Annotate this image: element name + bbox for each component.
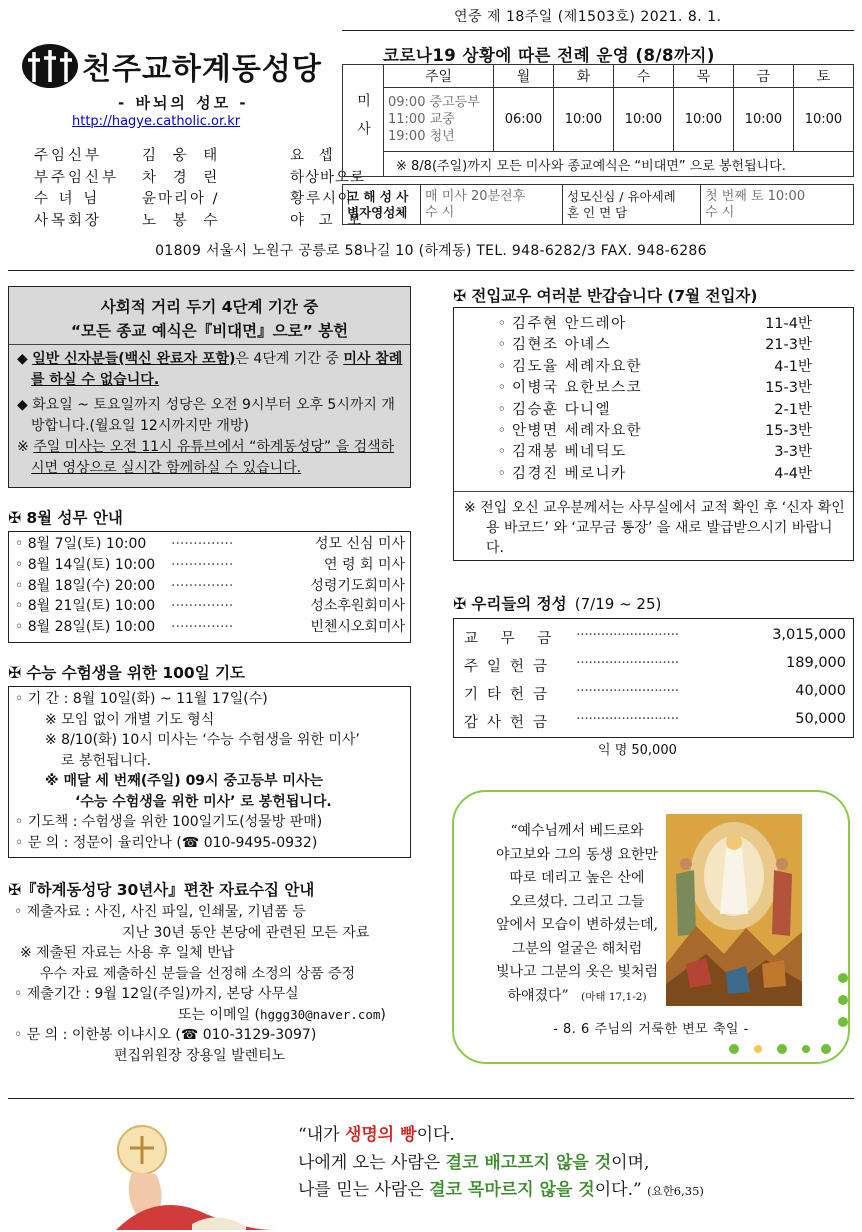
- list-item: ◦ 김현조 아녜스 21-3반: [497, 337, 812, 354]
- notice-paragraph: ※ 주일 미사는 오전 11시 유튜브에서 “하계동성당” 을 검색하시면 영상으로 실시간 함께하실 수 있습니다.: [17, 439, 395, 476]
- offering-row: 기타헌금 ························· 40,000: [464, 683, 846, 703]
- notice-paragraph: ◆ 화요일 ~ 토요일까지 성당은 오전 9시부터 오후 5시까지 개방합니다.(월요일 12시까지만 개방): [17, 397, 395, 434]
- bread-of-life-verse: “내가 생명의 빵이다. 나에게 오는 사람은 결코 배고프지 않을 것이며, 나를 믿는 사람은 결코 목마르지 않을 것이다.” (요한6,35): [298, 1125, 704, 1200]
- church-address: 01809 서울시 노원구 공릉로 58나길 10 (하계동) TEL. 948-6282/3 FAX. 948-6286: [155, 243, 707, 259]
- footer-divider: [8, 1098, 854, 1099]
- staff-row: 수 녀 님 윤마리아 / 황루시아: [34, 191, 355, 207]
- offering-row: 주일헌금 ························· 189,000: [464, 655, 846, 675]
- newcomers-list: [454, 314, 853, 485]
- clover-decoration-icon: [834, 970, 852, 1042]
- august-schedule-title: ✠ 8월 성무 안내: [8, 509, 123, 527]
- covid-notice-box: [8, 286, 411, 488]
- issue-info: 연중 제 18주일 (제1503호) 2021. 8. 1.: [454, 9, 722, 25]
- list-item: ◦ 김도율 세례자요한 4-1반: [497, 358, 812, 375]
- patron-title: - 바뇌의 성모 -: [118, 94, 249, 112]
- list-item: ◦ 김승훈 다니엘 2-1반: [497, 401, 812, 418]
- church-name: 천주교하계동성당: [82, 52, 322, 87]
- archive-notice: ◦ 제출자료 : 사진, 사진 파일, 인쇄물, 기념품 등 지난 30년 동안 본당에 관련된 모든 자료 ※ 제출된 자료는 사용 후 일체 반납 우수 자료 제출하신 분들을 선정해 소정의 상품 증정 ◦ 제출기간 : 9월 12일(주일)까지, 본당 사무실 또는 이메일 (hggg30@naver.com) ◦ 문 의 : 이한봉 이냐시오 (☎ 010-3129-3097) 편집위원장 장용일 발렌티노: [14, 904, 386, 1064]
- newcomers-title: ✠ 전입교우 여러분 반갑습니다 (7월 전입자): [453, 287, 758, 305]
- offerings-box: [453, 618, 854, 738]
- offerings-title: ✠ 우리들의 정성: [453, 595, 567, 613]
- scripture-text: “예수님께서 베드로와 야고보와 그의 동생 요한만 따로 데리고 높은 산에 오르셨다. 그리고 그들 앞에서 모습이 변하셨는데, 그분의 얼굴은 해처럼 빛나고 그분의 옷은 빛처럼 하얘졌다” (마태 17,1-2): [495, 823, 659, 1004]
- mass-schedule-title: 코로나19 상황에 따른 전례 운영 (8/8까지): [383, 46, 715, 65]
- notice-subtitle: “모든 종교 예식은『비대면』으로” 봉헌: [70, 322, 349, 340]
- list-item: ◦ 이병국 요한보스코 15-3반: [497, 380, 812, 397]
- newcomers-box: [453, 307, 854, 561]
- anonymous-offering: 익 명 50,000: [598, 743, 677, 758]
- offerings-period: (7/19 ~ 25): [574, 595, 662, 613]
- staff-row: 사목회장 노 봉 수 야 고 보: [34, 212, 367, 229]
- staff-row: 부주임신부 차 경 린 하상바오로: [34, 169, 366, 186]
- church-logo-icon: [20, 42, 80, 90]
- list-item: ◦ 8월 14일(토) 10:00 ·············· 연 령 회 미사: [15, 556, 405, 573]
- issue-underline: [342, 30, 854, 31]
- church-website-link[interactable]: http://hagye.catholic.or.kr: [72, 114, 241, 129]
- feast-caption: - 8. 6 주님의 거룩한 변모 축일 -: [553, 1022, 749, 1037]
- archive-title: ✠『하계동성당 30년사』편찬 자료수집 안내: [8, 881, 315, 899]
- list-item: ◦ 김경진 베로니카 4-4반: [497, 465, 812, 482]
- offering-row: 교 무 금 ························· 3,015,000: [464, 627, 846, 647]
- flower-decoration-icon: [724, 1038, 834, 1060]
- offerings-header: [453, 592, 661, 614]
- list-item: ◦ 안병면 세례자요한 15-3반: [497, 423, 812, 440]
- prayer-title: ✠ 수능 수험생을 위한 100일 기도: [8, 664, 246, 682]
- archive-email-link[interactable]: hggg30@naver.com: [259, 1006, 381, 1022]
- staff-row: 주임신부 김 웅 태 요 셉: [34, 148, 338, 164]
- header-divider: [8, 270, 854, 271]
- list-item: ◦ 김주현 안드레아 11-4반: [497, 316, 812, 332]
- staff-list: [34, 146, 366, 232]
- list-item: ◦ 8월 18일(수) 20:00 ·············· 성령기도회미사: [15, 577, 405, 594]
- mass-side-label: 미사: [343, 65, 384, 177]
- list-item: ◦ 8월 28일(토) 10:00 ·············· 빈첸시오회미사: [15, 619, 405, 636]
- mass-note: ※ 8/8(주일)까지 모든 미사와 종교예식은 “비대면” 으로 봉헌됩니다.: [384, 152, 854, 177]
- eucharist-host-icon: [96, 1114, 276, 1230]
- offering-row: 감사헌금 ························· 50,000: [464, 711, 846, 731]
- prayer-box: ◦ 기 간 : 8월 10일(화) ~ 11월 17일(수) ※ 모임 없이 개별 기도 형식 ※ 8/10(화) 10시 미사는 ‘수능 수험생을 위한 미사’ 로 봉헌됩니다. ※ 매달 세 번째(주일) 09시 중고등부 미사는 ‘수능 수험생을 위한 미사’ 로 봉헌됩니다. ◦ 기도책 : 수험생을 위한 100일기도(성물방 판매) ◦ 문 의 : 정문이 율리안나 (☎ 010-9495-0932): [8, 686, 411, 858]
- scripture-box: [452, 790, 850, 1064]
- scripture-citation: (마태 17,1-2): [581, 990, 647, 1003]
- sacrament-table: 고 해 성 사 병자영성체 매 미사 20분전후 수 시 성모신심 / 유아세례 혼 인 면 담 첫 번째 토 10:00 수 시: [342, 184, 854, 225]
- bread-citation: (요한6,35): [647, 1184, 704, 1198]
- mass-schedule-table: 미사 주일 월 화 수 목 금 토 09:00 중고등부 11:00 교중 19:00 청년 06:00 10:00 10:00 10:00 10:00 10:00 ※ 8/8(주일)까지 모든 미사와 종교예식은 “비대면” 으로 봉헌됩니다.: [342, 64, 854, 177]
- sunday-mass-times: 09:00 중고등부 11:00 교중 19:00 청년: [384, 88, 494, 152]
- transfiguration-icon: [666, 814, 802, 1006]
- list-item: ◦ 8월 21일(토) 10:00 ·············· 성소후원회미사: [15, 598, 405, 615]
- newcomers-note: ※ 전입 오신 교우분께서는 사무실에서 교적 확인 후 ‘신자 확인용 바코드’ 와 ‘교무금 통장’ 을 새로 발급받으시기 바랍니다.: [464, 500, 845, 556]
- august-schedule-box: [8, 531, 411, 643]
- notice-paragraph: ◆ 일반 신자분들(백신 완료자 포함)은 4단계 기간 중 미사 참례를 하실 수 없습니다.: [17, 351, 403, 388]
- notice-title: 사회적 거리 두기 4단계 기간 중: [100, 298, 319, 316]
- list-item: ◦ 8월 7일(토) 10:00 ·············· 성모 신심 미사: [15, 536, 405, 552]
- list-item: ◦ 김재봉 베네딕도 3-3반: [497, 444, 812, 461]
